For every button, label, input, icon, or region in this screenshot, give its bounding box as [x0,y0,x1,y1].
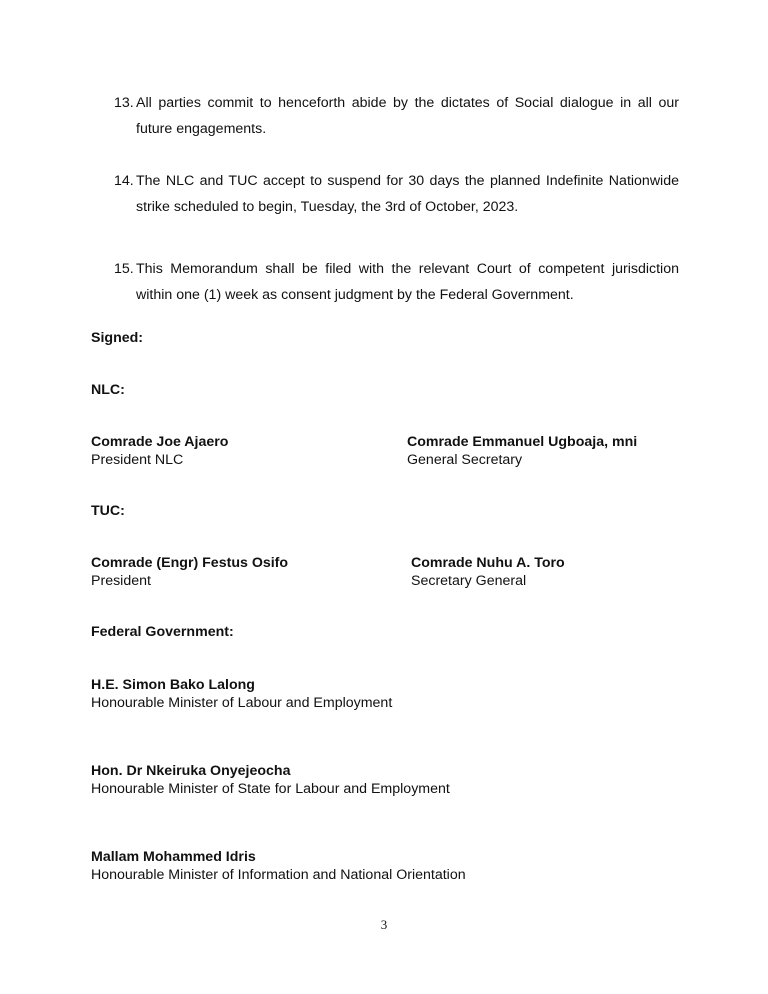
clause-text: This Memorandum shall be filed with the relevant Court of competent jurisdiction within one (1) week as consent judgment by the Federal Government. [136,261,679,303]
page-number: 3 [380,917,388,932]
federal-government-label: Federal Government: [91,624,234,640]
signatory-role: President NLC [91,452,184,468]
signatory-role: Honourable Minister of Labour and Employment [91,695,393,711]
clause-number: 15. [114,261,134,277]
clause-14 [114,168,679,220]
signatory-name: Comrade Emmanuel Ugboaja, mni [407,434,638,450]
signatory-name: Comrade Nuhu A. Toro [411,555,565,571]
clause-number: 14. [114,173,134,189]
signatory-role: President [91,573,151,589]
signatory-role: Secretary General [411,573,527,589]
signatory-tuc-president [91,554,288,590]
signed-label: Signed: [91,330,144,346]
signatory-nlc-president [91,433,228,469]
signatory-nlc-secretary [407,433,637,469]
signatory-role: General Secretary [407,452,523,468]
signatory-role: Honourable Minister of Information and National Orientation [91,867,466,883]
nlc-label: NLC: [91,382,125,398]
clause-15 [114,256,679,308]
signatory-tuc-secretary [411,554,565,590]
clause-number: 13. [114,95,134,111]
signatory-name: Comrade (Engr) Festus Osifo [91,555,289,571]
signatory-name: Comrade Joe Ajaero [91,434,229,450]
clause-text: The NLC and TUC accept to suspend for 30 days the planned Indefinite Nationwide strike scheduled to begin, Tuesday, the 3rd of October, 2023. [136,173,679,215]
signatory-name: Hon. Dr Nkeiruka Onyejeocha [91,763,291,779]
signatory-role: Honourable Minister of State for Labour and Employment [91,781,450,797]
signatory-fg-information-minister [91,848,466,884]
signatory-name: H.E. Simon Bako Lalong [91,677,255,693]
clause-13 [114,90,679,142]
signatory-fg-labour-minister [91,676,392,712]
signatory-name: Mallam Mohammed Idris [91,849,256,865]
clause-text: All parties commit to henceforth abide by the dictates of Social dialogue in all our future engagements. [136,95,679,137]
signatory-fg-state-minister [91,762,450,798]
tuc-label: TUC: [91,503,125,519]
